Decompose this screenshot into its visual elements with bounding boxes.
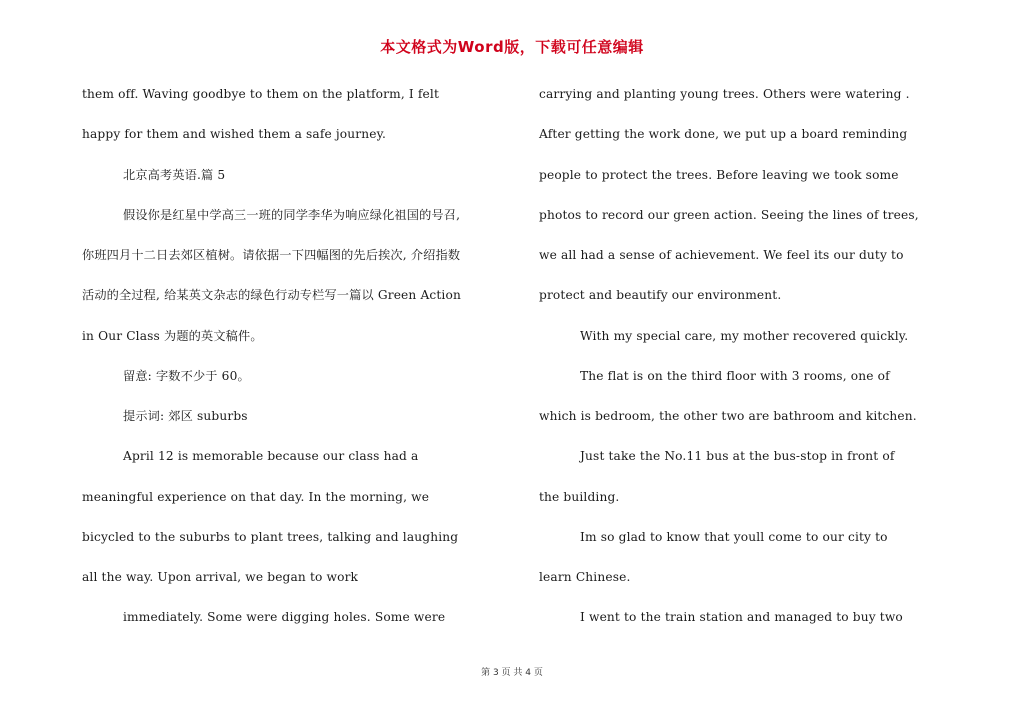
text-line: I went to the train station and managed to buy two <box>580 610 903 625</box>
text-line: 北京高考英语.篇 5 <box>123 167 226 182</box>
left-text-column <box>82 80 507 644</box>
text-line: Im so glad to know that youll come to our city to <box>580 529 888 544</box>
text-line: all the way. Upon arrival, we began to work <box>82 570 359 584</box>
text-line: immediately. Some were digging holes. Some were <box>123 610 446 625</box>
text-line: The flat is on the third floor with 3 rooms, one of <box>580 368 890 383</box>
text-line: photos to record our green action. Seeing the lines of trees, <box>539 207 919 222</box>
text-line: which is bedroom, the other two are bathroom and kitchen. <box>539 409 917 423</box>
page-number-footer: 第 3 页 共 4 页 <box>481 668 543 678</box>
text-line: 你班四月十二日去郊区植树。请依据一下四幅图的先后挨次, 介绍指数 <box>82 248 461 262</box>
text-line: happy for them and wished them a safe journey. <box>82 127 387 142</box>
text-line: in Our Class 为题的英文稿件。 <box>82 328 263 343</box>
text-line: bicycled to the suburbs to plant trees, talking and laughing <box>82 529 459 544</box>
text-line: the building. <box>539 489 620 504</box>
right-text-column <box>539 80 969 644</box>
document-header-title: 本文格式为Word版，下载可任意编辑 <box>380 38 644 56</box>
text-line: April 12 is memorable because our class had a <box>123 449 419 464</box>
text-line: learn Chinese. <box>539 570 631 584</box>
text-line: 提示词: 郊区 suburbs <box>123 409 248 423</box>
text-line: With my special care, my mother recovered quickly. <box>580 328 909 343</box>
text-line: them off. Waving goodbye to them on the platform, I felt <box>82 87 439 101</box>
text-line: Just take the No.11 bus at the bus-stop in front of <box>580 449 895 464</box>
text-line: meaningful experience on that day. In the morning, we <box>82 489 430 504</box>
text-line: carrying and planting young trees. Others were watering . <box>539 87 910 101</box>
text-line: protect and beautify our environment. <box>539 288 782 303</box>
text-line: 假设你是红星中学高三一班的同学李华为响应绿化祖国的号召, <box>123 207 461 222</box>
text-line: After getting the work done, we put up a board reminding <box>539 127 908 142</box>
text-line: 留意: 字数不少于 60。 <box>123 368 250 383</box>
text-line: we all had a sense of achievement. We feel its our duty to <box>539 248 904 262</box>
text-line: people to protect the trees. Before leaving we took some <box>539 167 899 182</box>
text-line: 活动的全过程, 给某英文杂志的绿色行动专栏写一篇以 Green Action <box>82 288 461 303</box>
